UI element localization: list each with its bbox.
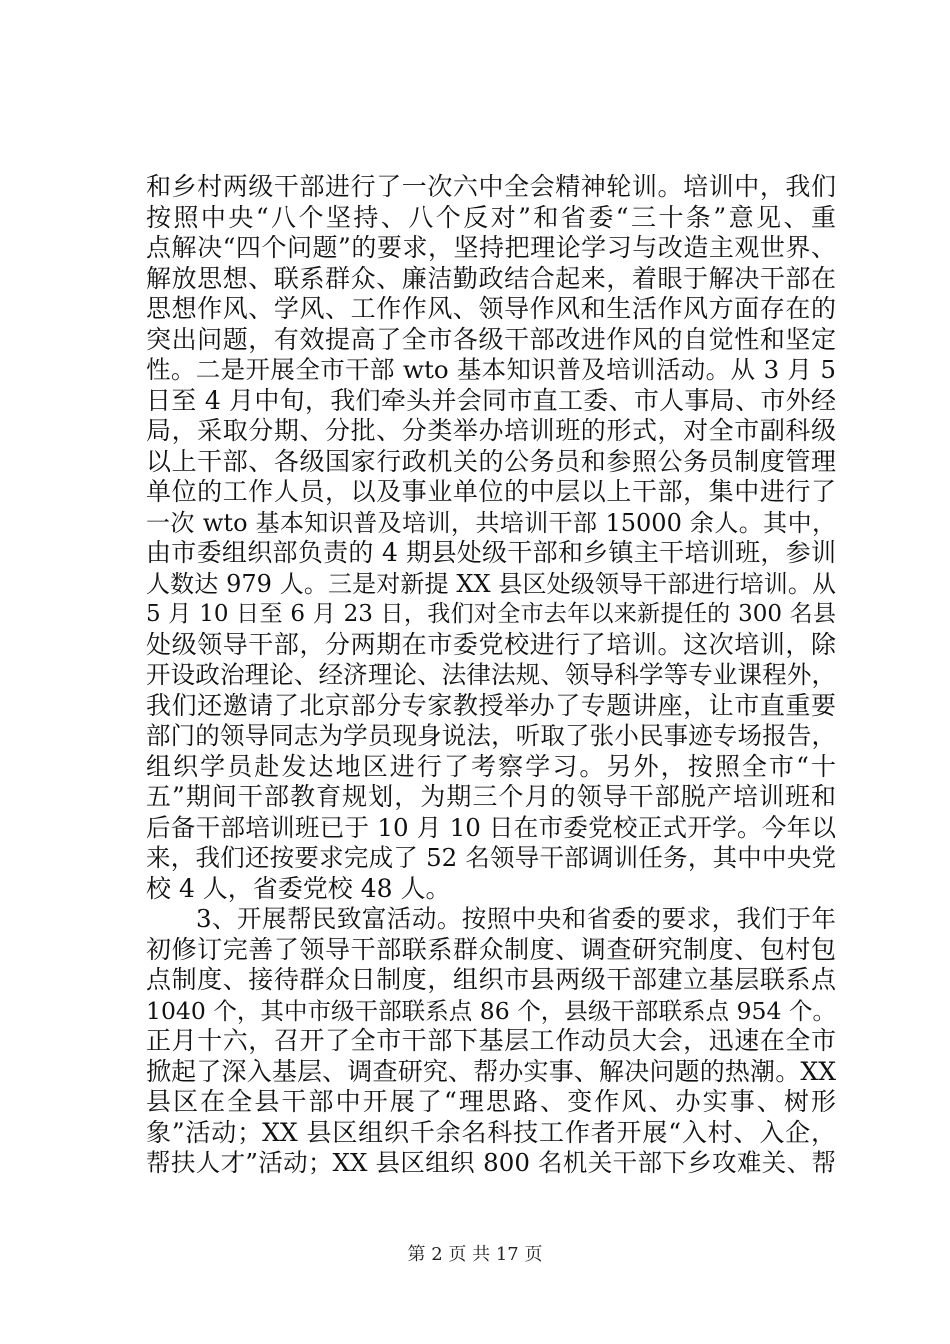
text-line: 部门的领导同志为学员现身说法，听取了张小民事迹专场报告，: [146, 721, 836, 750]
text-line: 点解决“四个问题”的要求，坚持把理论学习与改造主观世界、: [146, 233, 836, 262]
text-line: 正月十六，召开了全市干部下基层工作动员大会，迅速在全市: [146, 1026, 836, 1055]
text-line: 处级领导干部，分两期在市委党校进行了培训。这次培训，除: [146, 629, 836, 659]
text-line: 思想作风、学风、工作作风、领导作风和生活作风方面存在的: [146, 294, 836, 323]
text-line: 解放思想、联系群众、廉洁勤政结合起来，着眼于解决干部在: [146, 263, 836, 293]
text-line: 五”期间干部教育规划，为期三个月的领导干部脱产培训班和: [146, 782, 836, 811]
text-line: 单位的工作人员，以及事业单位的中层以上干部，集中进行了: [146, 477, 836, 506]
text-line: 帮扶人才”活动；XX 县区组织 800 名机关干部下乡攻难关、帮: [146, 1148, 836, 1177]
text-line: 掀起了深入基层、调查研究、帮办实事、解决问题的热潮。XX: [146, 1056, 836, 1086]
text-line: 象”活动；XX 县区组织千余名科技工作者开展“入村、入企，: [146, 1117, 836, 1147]
text-line: 日至 4 月中旬，我们牵头并会同市直工委、市人事局、市外经: [146, 385, 836, 415]
text-line: 1040 个，其中市级干部联系点 86 个，县级干部联系点 954 个。: [146, 996, 836, 1025]
text-line: 初修订完善了领导干部联系群众制度、调查研究制度、包村包: [146, 934, 836, 964]
text-line: 我们还邀请了北京部分专家教授举办了专题讲座，让市直重要: [146, 690, 836, 720]
text-line: 组织学员赴发达地区进行了考察学习。另外，按照全市“十: [146, 751, 836, 781]
text-line: 和乡村两级干部进行了一次六中全会精神轮训。培训中，我们: [146, 172, 836, 201]
text-line: 开设政治理论、经济理论、法律法规、领导科学等专业课程外，: [146, 660, 836, 689]
text-line: 县区在全县干部中开展了“理思路、变作风、办实事、树形: [146, 1087, 836, 1116]
text-line: 局，采取分期、分批、分类举办培训班的形式，对全市副科级: [146, 416, 836, 445]
text-line: 性。二是开展全市干部 wto 基本知识普及培训活动。从 3 月 5: [146, 355, 836, 384]
text-line: 点制度、接待群众日制度，组织市县两级干部建立基层联系点: [146, 965, 836, 994]
text-line: 突出问题，有效提高了全市各级干部改进作风的自觉性和坚定: [146, 324, 836, 354]
text-line: 后备干部培训班已于 10 月 10 日在市委党校正式开学。今年以: [146, 812, 836, 842]
text-line: 一次 wto 基本知识普及培训，共培训干部 15000 余人。其中，: [146, 508, 836, 537]
text-line: 人数达 979 人。三是对新提 XX 县区处级领导干部进行培训。从: [146, 569, 836, 598]
page-footer: 第 2 页 共 17 页: [407, 1244, 543, 1265]
text-line: 按照中央“八个坚持、八个反对”和省委“三十条”意见、重: [146, 202, 836, 232]
text-line: 来，我们还按要求完成了 52 名领导干部调训任务，其中中央党: [146, 843, 836, 872]
text-line: 3、开展帮民致富活动。按照中央和省委的要求，我们于年: [146, 904, 836, 933]
text-line: 以上干部、各级国家行政机关的公务员和参照公务员制度管理: [146, 446, 836, 476]
text-line: 由市委组织部负责的 4 期县处级干部和乡镇主干培训班，参训: [146, 538, 836, 567]
text-line: 5 月 10 日至 6 月 23 日，我们对全市去年以来新提任的 300 名县: [146, 601, 836, 627]
body-text: [146, 172, 836, 1179]
text-line: 校 4 人，省委党校 48 人。: [146, 873, 451, 903]
